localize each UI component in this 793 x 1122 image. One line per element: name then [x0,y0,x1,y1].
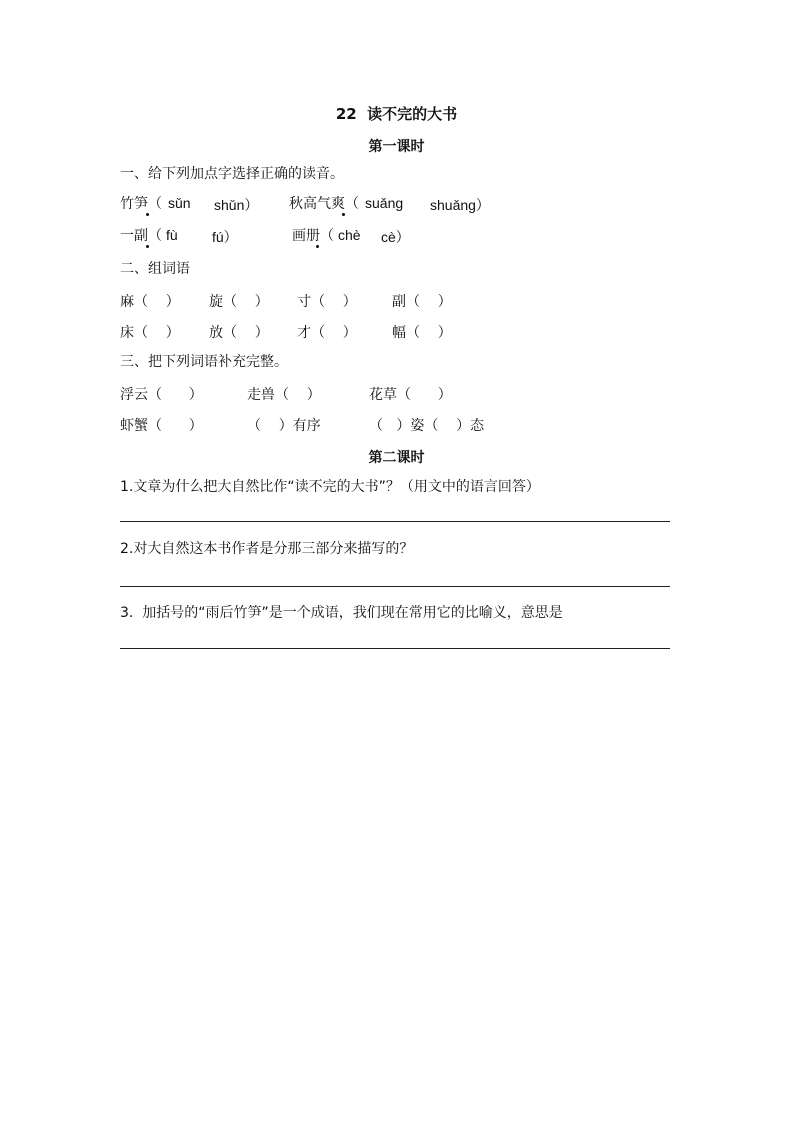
phrase-blank: （ ）有序 [247,418,321,434]
question-1: 1.文章为什么把大自然比作“读不完的大书”？（用文中的语言回答） [120,479,540,495]
word-blank: 副（ ） [392,294,452,310]
pinyin-option: sǔn [168,195,191,211]
emphasis-dot [146,213,149,216]
word-blank: 寸（ ） [297,294,357,310]
word-blank: 才（ ） [297,325,357,341]
answer-line[interactable] [120,586,670,587]
item-word: 竹笋（ [120,196,162,212]
question-2: 2.对大自然这本书作者是分那三部分来描写的？ [120,541,414,557]
word-blank: 旋（ ） [209,294,269,310]
emphasis-dot [316,245,319,248]
answer-line[interactable] [120,521,670,522]
question-3: 3. 加括号的“雨后竹笋”是一个成语，我们现在常用它的比喻义，意思是 [120,605,563,621]
word-blank: 幅（ ） [392,325,452,341]
phrase-blank: 花草（ ） [369,387,452,403]
word-blank: 床（ ） [120,325,180,341]
word-blank: 麻（ ） [120,294,180,310]
emphasis-dot [342,213,345,216]
lesson1-title: 第一课时 [368,139,425,155]
emphasis-dot [146,245,149,248]
phrase-blank: 浮云（ ） [120,387,203,403]
document-title: 22 读不完的大书 [335,105,458,123]
pinyin-option: shǔn） [214,197,259,213]
pinyin-option: shuǎng） [430,197,490,213]
pinyin-option: fú） [212,229,238,245]
section1-heading: 一、给下列加点字选择正确的读音。 [120,166,344,182]
section2-heading: 二、组词语 [120,261,190,277]
item-word: 秋高气爽（ [289,196,359,212]
phrase-blank: 走兽（ ） [247,387,321,403]
answer-line[interactable] [120,648,670,649]
phrase-blank: （ ）姿（ ）态 [369,418,485,434]
phrase-blank: 虾蟹（ ） [120,418,203,434]
pinyin-option: suǎng [365,195,404,211]
pinyin-option: chè [338,227,361,243]
section3-heading: 三、把下列词语补充完整。 [120,354,288,370]
lesson2-title: 第二课时 [368,450,425,466]
pinyin-option: fù [166,227,178,243]
item-word: 画册（ [292,228,334,244]
item-word: 一副（ [120,228,162,244]
pinyin-option: cè） [381,229,410,245]
word-blank: 放（ ） [209,325,269,341]
